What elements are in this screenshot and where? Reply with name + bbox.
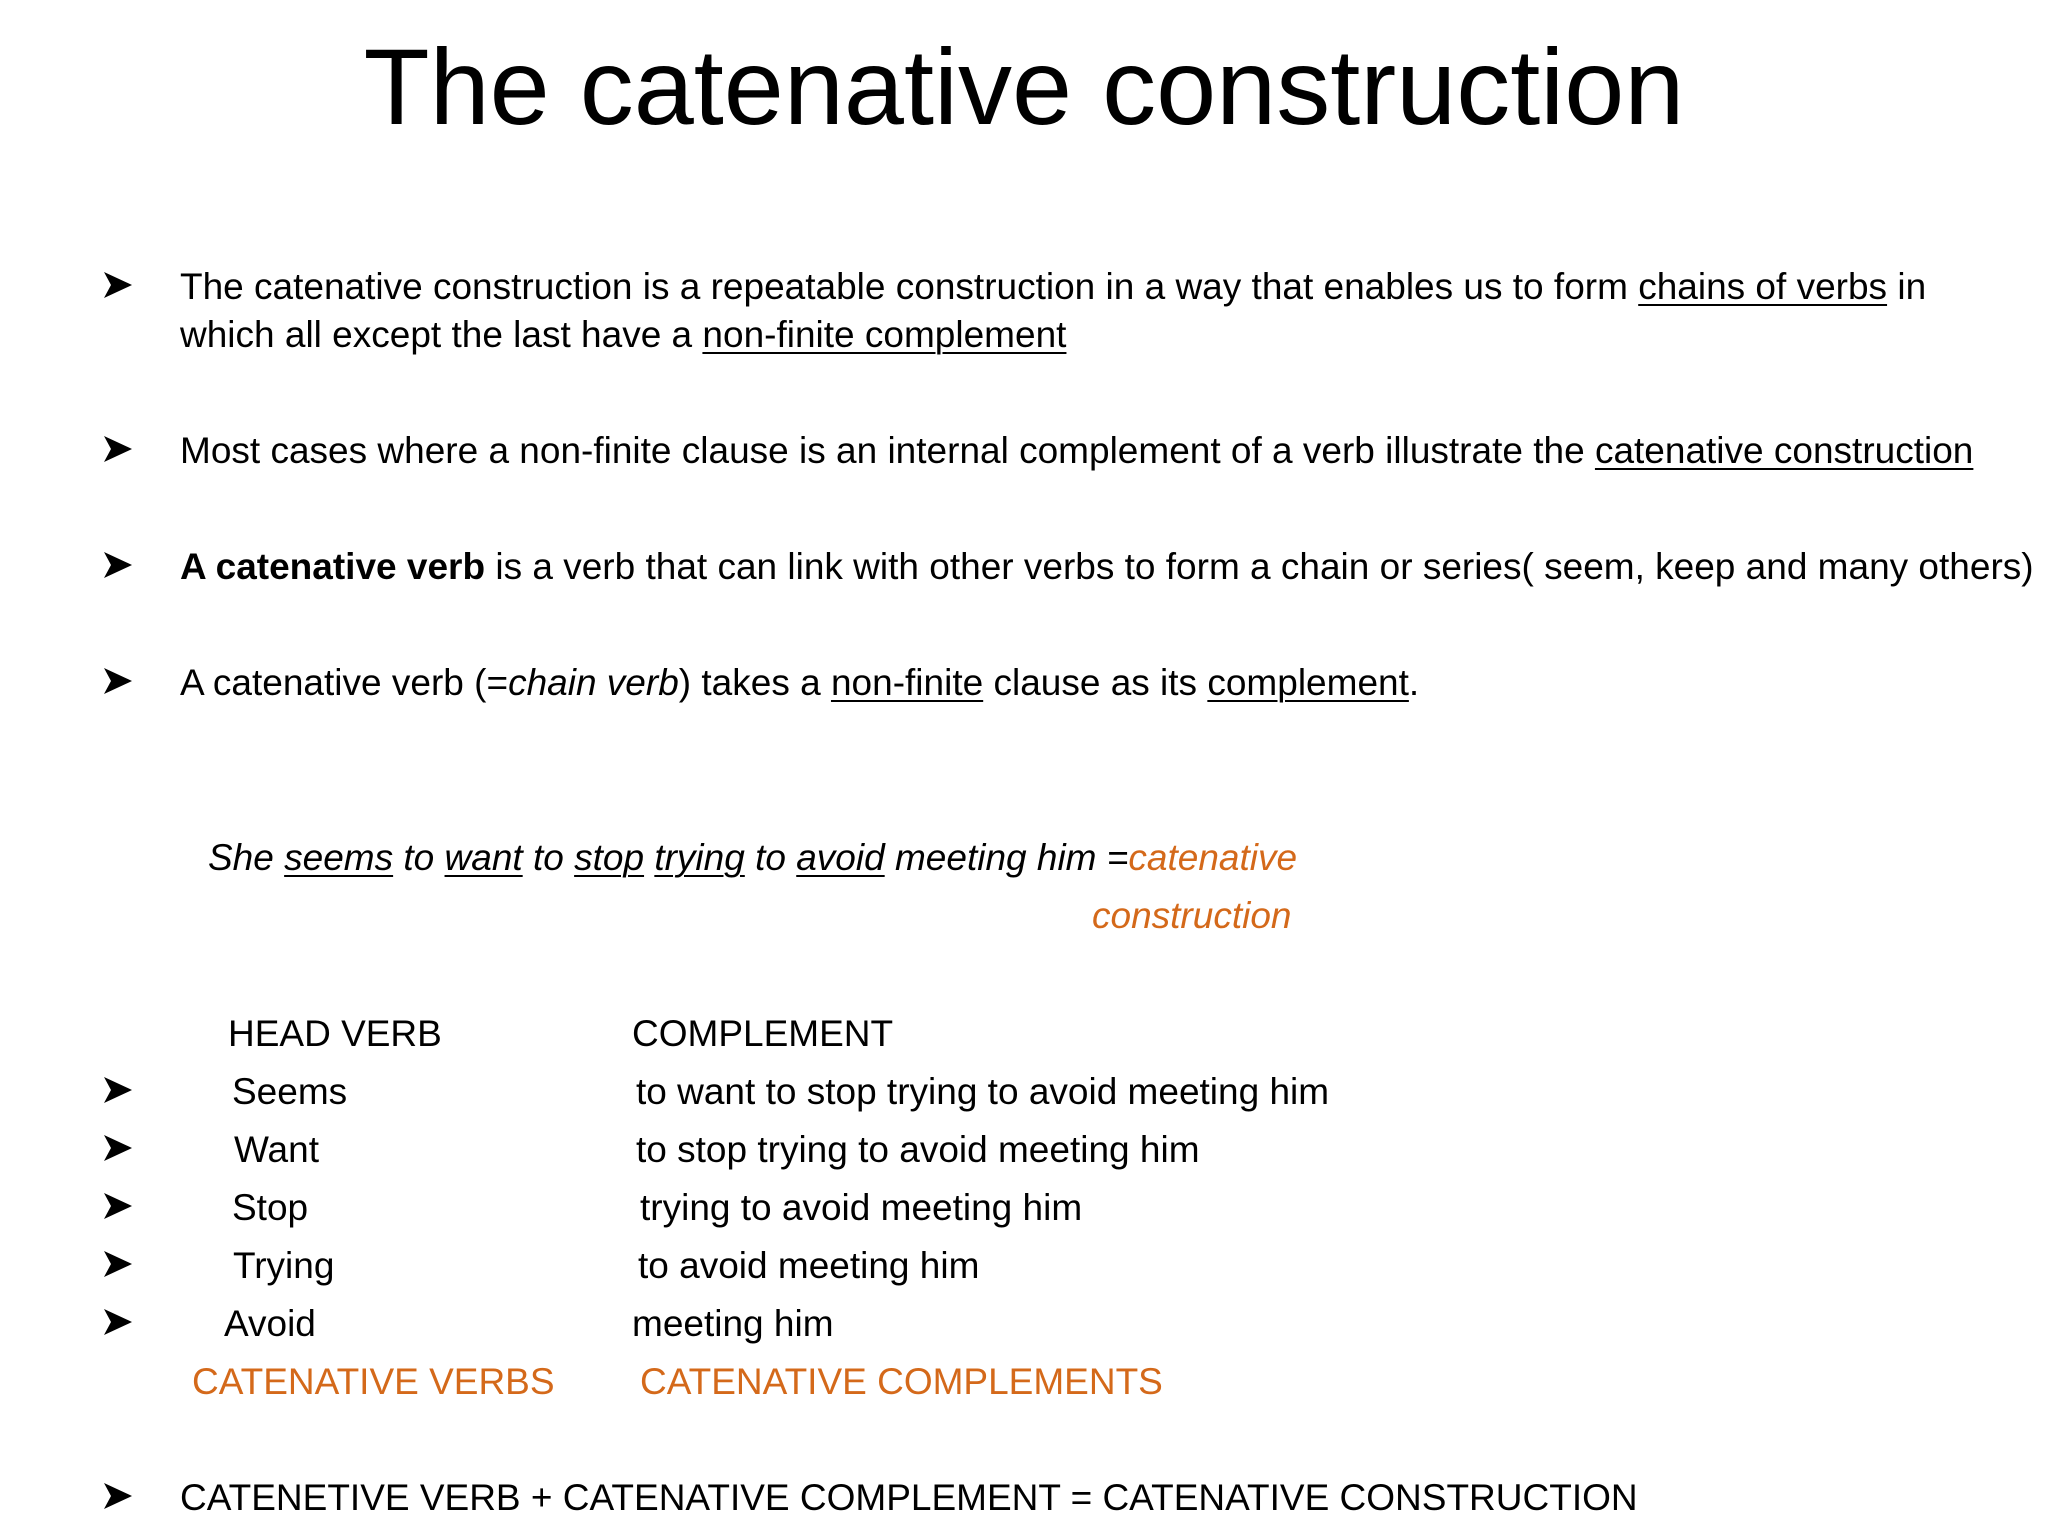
- example-sentence: She seems to want to stop trying to avoid meeting him =catenative: [208, 837, 1298, 878]
- table-row-complement: to stop trying to avoid meeting him: [636, 1129, 1200, 1170]
- table-row-verb: Stop: [232, 1187, 309, 1228]
- table-row-complement: to want to stop trying to avoid meeting him: [636, 1071, 1330, 1112]
- head-verb-header: HEAD VERB: [228, 1013, 442, 1054]
- arrowhead-bullet-icon: [104, 1193, 132, 1219]
- catenative-verbs-label: CATENATIVE VERBS: [192, 1361, 555, 1402]
- slide-title: The catenative construction: [363, 26, 1685, 147]
- bullet-1-line-1: The catenative construction is a repeatable construction in a way that enables us to form chains of verbs in: [180, 266, 1927, 307]
- chains-of-verbs-link: chains of verbs: [1638, 266, 1888, 307]
- arrowhead-bullet-icon: [104, 668, 132, 694]
- table-row-complement: trying to avoid meeting him: [640, 1187, 1083, 1228]
- arrowhead-bullet-icon: [104, 272, 132, 298]
- catenative-complements-label: CATENATIVE COMPLEMENTS: [640, 1361, 1163, 1402]
- complement-header: COMPLEMENT: [632, 1013, 894, 1054]
- summary-equation: CATENETIVE VERB + CATENATIVE COMPLEMENT = CATENATIVE CONSTRUCTION: [180, 1477, 1638, 1518]
- table-row-complement: to avoid meeting him: [638, 1245, 980, 1286]
- example-label-construction: construction: [1092, 895, 1292, 936]
- catenative-verb-term: A catenative verb: [180, 546, 486, 587]
- bullet-2: Most cases where a non-finite clause is an internal complement of a verb illustrate the catenative construction: [180, 430, 1974, 471]
- arrowhead-bullet-icon: [104, 1135, 132, 1161]
- arrowhead-bullet-icon: [104, 1251, 132, 1277]
- arrowhead-bullet-icon: [104, 436, 132, 462]
- table-row-verb: Trying: [233, 1245, 335, 1286]
- bullet-1-line-2: which all except the last have a non-finite complement: [180, 314, 1067, 355]
- table-row-complement: meeting him: [632, 1303, 834, 1344]
- arrowhead-bullet-icon: [104, 1077, 132, 1103]
- arrowhead-bullet-icon: [104, 552, 132, 578]
- catenative-construction-term: catenative construction: [1594, 430, 1974, 471]
- non-finite-complement-term: non-finite complement: [702, 314, 1067, 355]
- example-label-catenative: catenative: [1128, 837, 1298, 878]
- arrowhead-bullet-icon: [104, 1309, 132, 1335]
- table-row-verb: Avoid: [224, 1303, 316, 1344]
- table-row-verb: Seems: [232, 1071, 348, 1112]
- table-row-verb: Want: [234, 1129, 319, 1170]
- bullet-4: A catenative verb (=chain verb) takes a non-finite clause as its complement.: [180, 662, 1420, 703]
- bullet-3: A catenative verb is a verb that can link with other verbs to form a chain or series( seem, keep and many others): [180, 546, 2034, 587]
- arrowhead-bullet-icon: [104, 1483, 132, 1509]
